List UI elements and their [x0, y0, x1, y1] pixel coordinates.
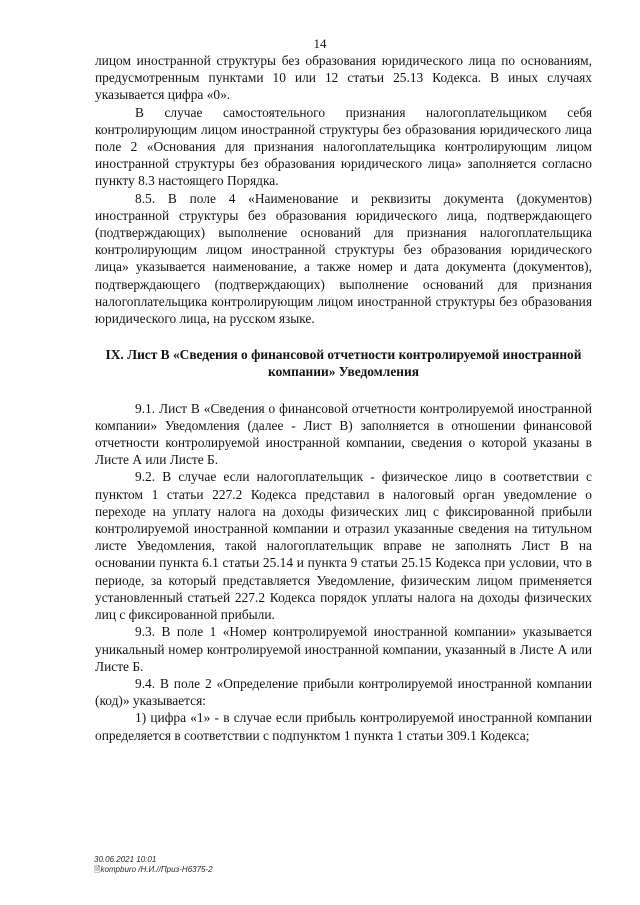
- paragraph-self-recognition: В случае самостоятельного признания налогоплательщиком себя контролирующим лицом иностранной структуры без образования юридического лица поле 2 «Основания для признания налогоплательщика контролирующим лицом иностранной структуры без образования юридического лица» заполняется согласно пункту 8.3 настоящего Порядка.: [95, 104, 592, 189]
- paragraph-9-2: 9.2. В случае если налогоплательщик - физическое лицо в соответствии с пунктом 1 статьи 227.2 Кодекса представил в налоговый орган уведомление о переходе на уплату налога на доходы физических лиц с фиксированной прибыли контролируемой иностранной компании и отразил указанные сведения на титульном листе Уведомления, такой налогоплательщик вправе не заполнять Лист В на основании пункта 6.1 статьи 25.14 и пункта 9 статьи 25.15 Кодекса при условии, что в периоде, за который представляется Уведомление, физическим лицом применяется установленный статьей 227.2 Кодекса порядок уплаты налога на доходы физических лиц с фиксированной прибыли.: [95, 469, 592, 623]
- footer-author: kompburo /Н.И.//Приз-Н6375-2: [100, 864, 213, 874]
- paragraph-9-4: 9.4. В поле 2 «Определение прибыли контролируемой иностранной компании (код)» указывается:: [95, 675, 592, 709]
- list-item-1: 1) цифра «1» - в случае если прибыль контролируемой иностранной компании определяется в соответствии с подпунктом 1 пункта 1 статьи 309.1 Кодекса;: [95, 710, 592, 743]
- footer-author-line: [94, 865, 213, 875]
- paragraph-9-3: 9.3. В поле 1 «Номер контролируемой иностранной компании» указывается уникальный номер контролируемой иностранной компании, указанный в Листе А или Листе Б.: [95, 624, 592, 674]
- document-icon: 🗎: [94, 864, 101, 874]
- section-heading: IX. Лист В «Сведения о финансовой отчетности контролируемой иностранной компании» Уведомления: [105, 347, 582, 380]
- document-body: [95, 52, 592, 744]
- footer-timestamp: 30.06.2021 10:01: [94, 855, 157, 864]
- paragraph-8-5: 8.5. В поле 4 «Наименование и реквизиты документа (документов) иностранной структуры без образования юридического лица, подтверждающего (подтверждающих) выполнение оснований для признания налогоплательщика контролирующим лицом иностранной структуры без образования юридического лица» указывается наименование, а также номер и дата документа (документов), подтверждающего (подтверждающих) выполнение оснований для признания налогоплательщика контролирующим лицом иностранной структуры без образования юридического лица, на русском языке.: [95, 190, 592, 327]
- footer: [94, 855, 213, 874]
- paragraph-continuation: лицом иностранной структуры без образования юридического лица по основаниям, предусмотренным пунктами 10 или 12 статьи 25.13 Кодекса. В иных случаях указывается цифра «0».: [95, 53, 592, 103]
- paragraph-9-1: 9.1. Лист В «Сведения о финансовой отчетности контролируемой иностранной компании» Уведомления (далее - Лист В) заполняется в отношении финансовой отчетности контролируемой иностранной компании, сведения о которой указаны в Листе А или Листе Б.: [95, 400, 592, 468]
- page-number: 14: [313, 36, 327, 51]
